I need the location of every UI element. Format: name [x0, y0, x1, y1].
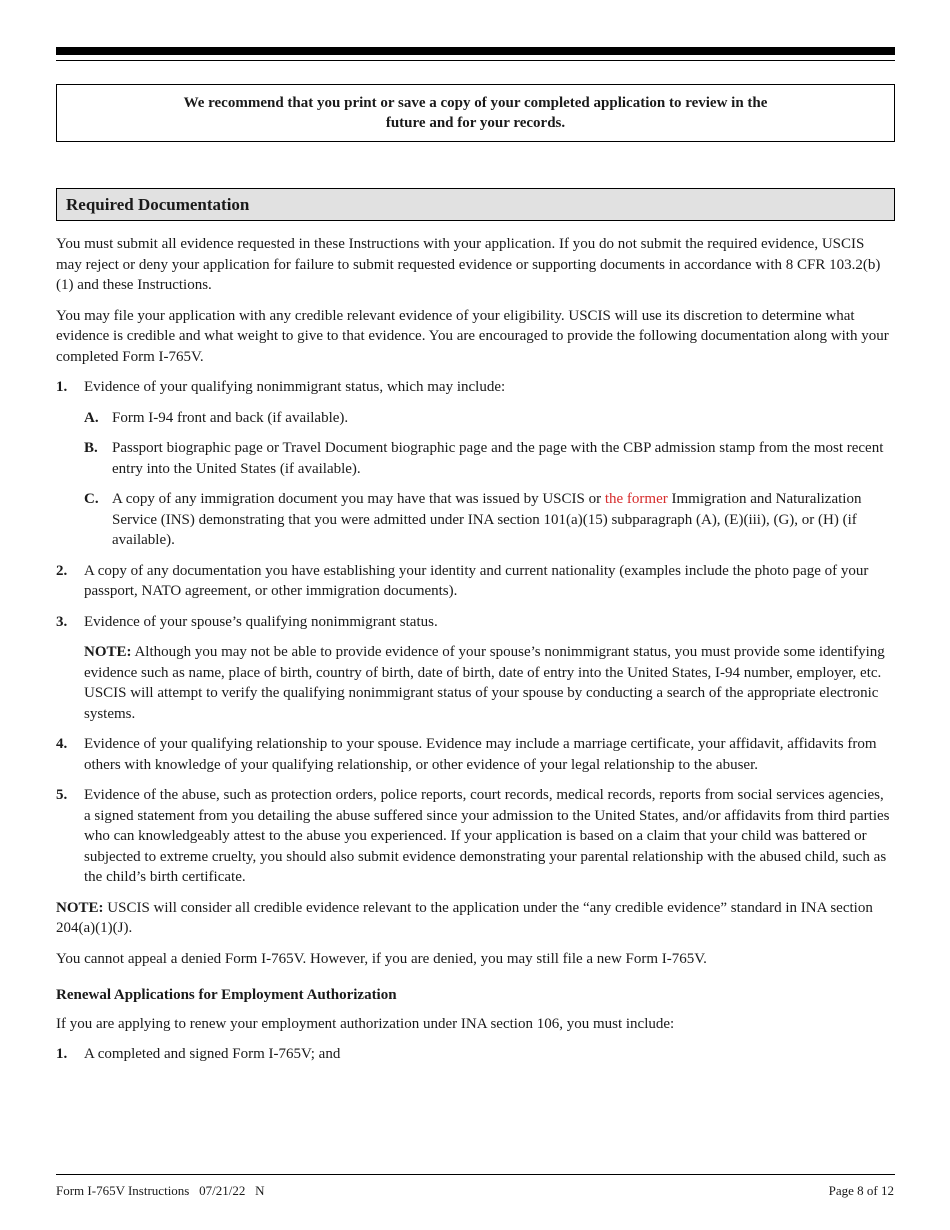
- list-item: [56, 734, 892, 775]
- note-label: NOTE:: [84, 644, 132, 660]
- list-item-number: 1.: [56, 1046, 68, 1062]
- list-item-text: Evidence of your qualifying nonimmigrant status, which may include:: [84, 379, 506, 395]
- list-item-text: Evidence of your spouse’s qualifying nonimmigrant status.: [84, 613, 438, 630]
- sub-item-text-highlight: the former: [604, 491, 668, 507]
- document-body: [56, 234, 892, 1075]
- list-item-number: 4.: [56, 736, 68, 752]
- appeal-paragraph: You cannot appeal a denied Form I-765V. However, if you are denied, you may still file a new Form I-765V.: [56, 950, 707, 967]
- sub-list-item: [56, 438, 892, 479]
- list-item: [56, 377, 892, 398]
- sub-item-text-before: A copy of any immigration document you may have that was issued by USCIS or: [112, 491, 605, 507]
- footer-form-id: Form I-765V Instructions 07/21/22 N: [56, 1183, 265, 1198]
- header-rule-thick: [56, 47, 895, 55]
- list-item-number: 3.: [56, 613, 68, 630]
- note-text: USCIS will consider all credible evidence relevant to the application under the “any credible evidence” standard in INA section 204(a)(1)(J).: [56, 899, 873, 936]
- sub-item-letter: B.: [84, 440, 98, 456]
- notice-line-1: We recommend that you print or save a copy of your completed application to review in the: [183, 94, 768, 111]
- list-item: [56, 1044, 892, 1065]
- spouse-status-note: [56, 642, 892, 724]
- sub-item-letter: A.: [84, 409, 99, 426]
- list-item-text: Evidence of your qualifying relationship to your spouse. Evidence may include a marriage certificate, your affidavit, affidavits from others with knowledge of your qualifying relationship, or other evidence of your legal relationship to the abuser.: [84, 736, 877, 773]
- list-item-text: A completed and signed Form I-765V; and: [84, 1046, 341, 1062]
- notice-line-2: future and for your records.: [385, 115, 566, 131]
- evidence-note: [56, 898, 892, 939]
- list-item-text: A copy of any documentation you have establishing your identity and current nationality (examples include the photo page of your passport, NATO agreement, or other immigration documents).: [84, 562, 869, 599]
- note-text: Although you may not be able to provide evidence of your spouse’s nonimmigrant status, you must provide some identifying evidence such as name, place of birth, country of birth, date of birth, date of entry into the United States, I-94 number, employer, etc. USCIS will attempt to verify the qualifying nonimmigrant status of your spouse by conducting a search of the appropriate electronic systems.: [84, 644, 885, 722]
- intro-paragraph-1: You must submit all evidence requested in these Instructions with your application. If you do not submit the required evidence, USCIS may reject or deny your application for failure to submit requested evidence or supporting documents in accordance with 8 CFR 103.2(b)(1) and these Instructions.: [56, 236, 881, 293]
- list-item-text: Evidence of the abuse, such as protection orders, police reports, court records, medical records, reports from social services agencies, a signed statement from you detailing the abuse suffered since your admission to the United States, and/or affidavits from third parties who can knowledgeably attest to the abuse you experienced. If your application is based on a claim that your child was battered or subjected to extreme cruelty, you should also submit evidence demonstrating your parental relationship with the abused child, such as the child’s birth certificate.: [84, 787, 890, 885]
- sub-item-letter: C.: [84, 491, 99, 507]
- list-item-number: 2.: [56, 562, 68, 579]
- section-title: Required Documentation: [56, 188, 895, 221]
- sub-list-item: [56, 408, 892, 429]
- footer-page-number: Page 8 of 12: [828, 1183, 894, 1198]
- intro-paragraph-2: You may file your application with any credible relevant evidence of your eligibility. USCIS will use its discretion to determine what evidence is credible and what weight to give to that evidence. You are encouraged to provide the following documentation along with your completed Form I-765V.: [56, 307, 889, 365]
- list-item: [56, 785, 892, 888]
- list-item-number: 1.: [56, 379, 68, 395]
- sub-item-text: Form I-94 front and back (if available).: [112, 409, 349, 426]
- renewal-intro: If you are applying to renew your employment authorization under INA section 106, you must include:: [56, 1015, 675, 1032]
- sub-list-item: [56, 489, 892, 551]
- sub-item-text-after: Immigration and Naturalization Service (INS) demonstrating that you were admitted under INA section 101(a)(15) subparagraph (A), (E)(iii), (G), or (H) (if available).: [112, 491, 862, 548]
- footer-rule: [56, 1174, 895, 1175]
- list-item: [56, 612, 892, 633]
- sub-item-text: Passport biographic page or Travel Document biographic page and the page with the CBP admission stamp from the most recent entry into the United States (if available).: [112, 440, 884, 477]
- header-rule-thin: [56, 60, 895, 61]
- list-item: [56, 561, 892, 602]
- renewal-heading: Renewal Applications for Employment Authorization: [56, 987, 397, 1003]
- note-label: NOTE:: [56, 899, 104, 916]
- list-item-number: 5.: [56, 787, 68, 803]
- recommendation-notice: [56, 84, 895, 142]
